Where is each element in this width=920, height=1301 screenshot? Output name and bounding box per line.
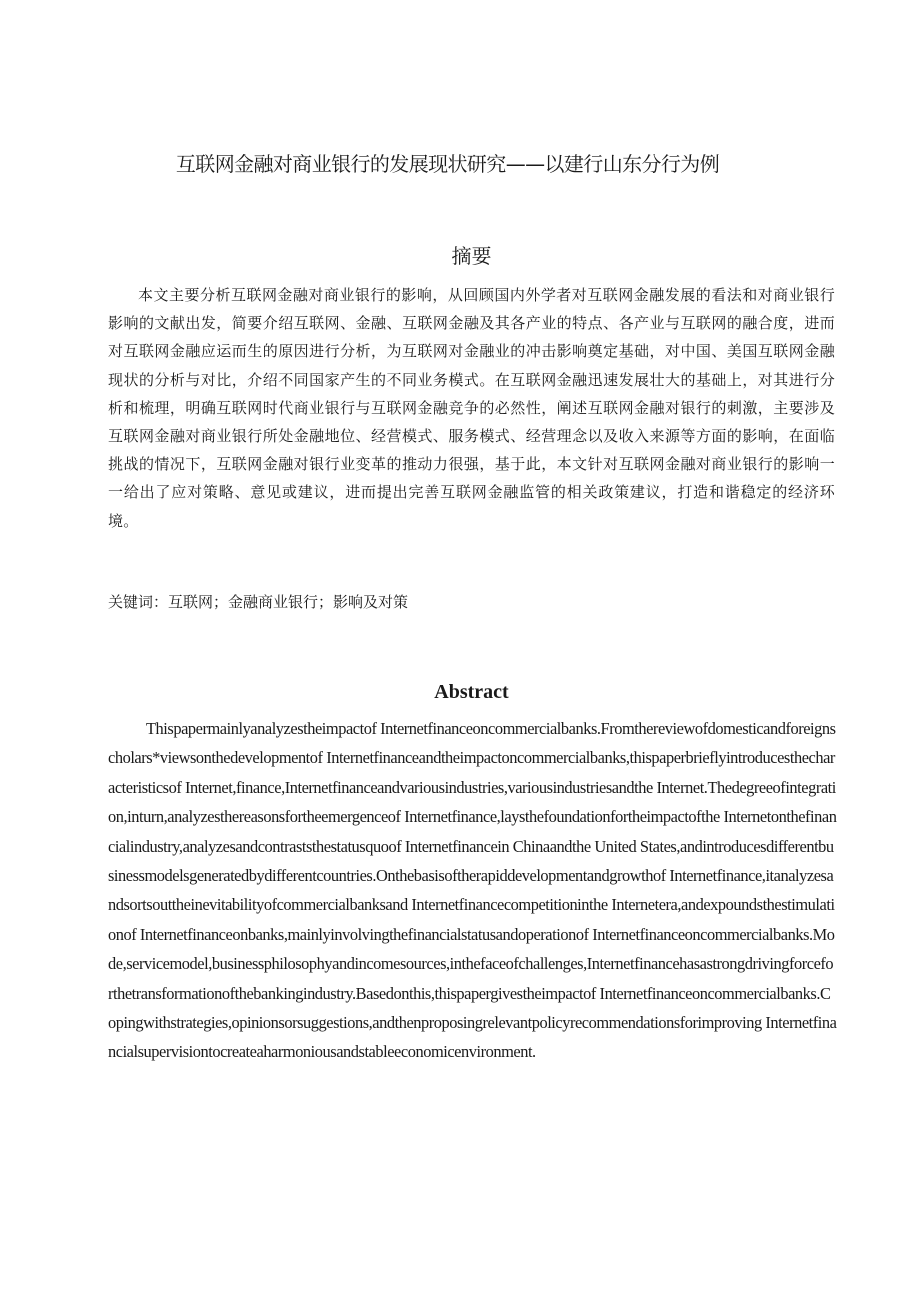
paper-title: 互联网金融对商业银行的发展现状研究——以建行山东分行为例 — [175, 152, 720, 176]
abstract-heading-en: Abstract — [434, 681, 509, 703]
keywords-line: 关键词：互联网；金融商业银行；影响及对策 — [108, 593, 409, 611]
abstract-heading-zh: 摘要 — [451, 244, 492, 268]
abstract-body-zh: 本文主要分析互联网金融对商业银行的影响，从回顾国内外学者对互联网金融发展的看法和对商业银行影响的文献出发，简要介绍互联网、金融、互联网金融及其各产业的特点、各产业与互联网的融合度，进而对互联网金融应运而生的原因进行分析，为互联网对金融业的冲击影响奠定基础，对中国、美国互联网金融现状的分析与对比，介绍不同国家产生的不同业务模式。在互联网金融迅速发展壮大的基础上，对其进行分析和梳理，明确互联网时代商业银行与互联网金融竞争的必然性，阐述互联网金融对银行的刺激，主要涉及互联网金融对商业银行所处金融地位、经营模式、服务模式、经营理念以及收入来源等方面的影响，在面临挑战的情况下，互联网金融对银行业变革的推动力很强，基于此，本文针对互联网金融对商业银行的影响一一给出了应对策略、意见或建议，进而提出完善互联网金融监管的相关政策建议，打造和谐稳定的经济环境。 — [108, 286, 835, 530]
abstract-body-en: Thispapermainlyanalyzestheimpactof Internetfinanceoncommercialbanks.Fromthereviewofdomesticandforeignscholars*viewsonthedevelopmentof Internetfinanceandtheimpactoncommercialbanks,thispaperbrieflyintroducesthecharacteristicsof Internet,finance,Internetfinanceandvariousindustries,variousindustriesandthe Internet.Thedegreeofintegration,inturn,analyzesthereasonsfortheemergenceof Internetfinance,laysthefoundationfortheimpactofthe Internetonthefinancialindustry,analyzesandcontraststhestatusquoof Internetfinancein Chinaandthe United States,andintroducesdifferentbusinessmodelsgeneratedbydifferentcountries.Onthebasisoftherapiddevelopmentandgrowthof Internetfinance,itanalyzesandsortsouttheinevitabilityofcommercialbanksand Internetfinancecompetitioninthe Internetera,andexpoundsthestimulationof Internetfinanceonbanks,mainlyinvolvingthefinancialstatusandoperationof Internetfinanceoncommercialbanks.Mode,servicemodel,businessphilosophyandincomesources,inthefaceofchallenges,Internetfinancehasastrongdrivingforceforthetransformationofthebankingindustry.Basedonthis,thispapergivestheimpactof Internetfinanceoncommercialbanks.Copingwithstrategies,opinionsorsuggestions,andthenproposingrelevantpolicyrecommendationsforimproving Internetfinancialsupervisiontocreateaharmoniousandstableeconomicenvironment. — [108, 719, 837, 1062]
